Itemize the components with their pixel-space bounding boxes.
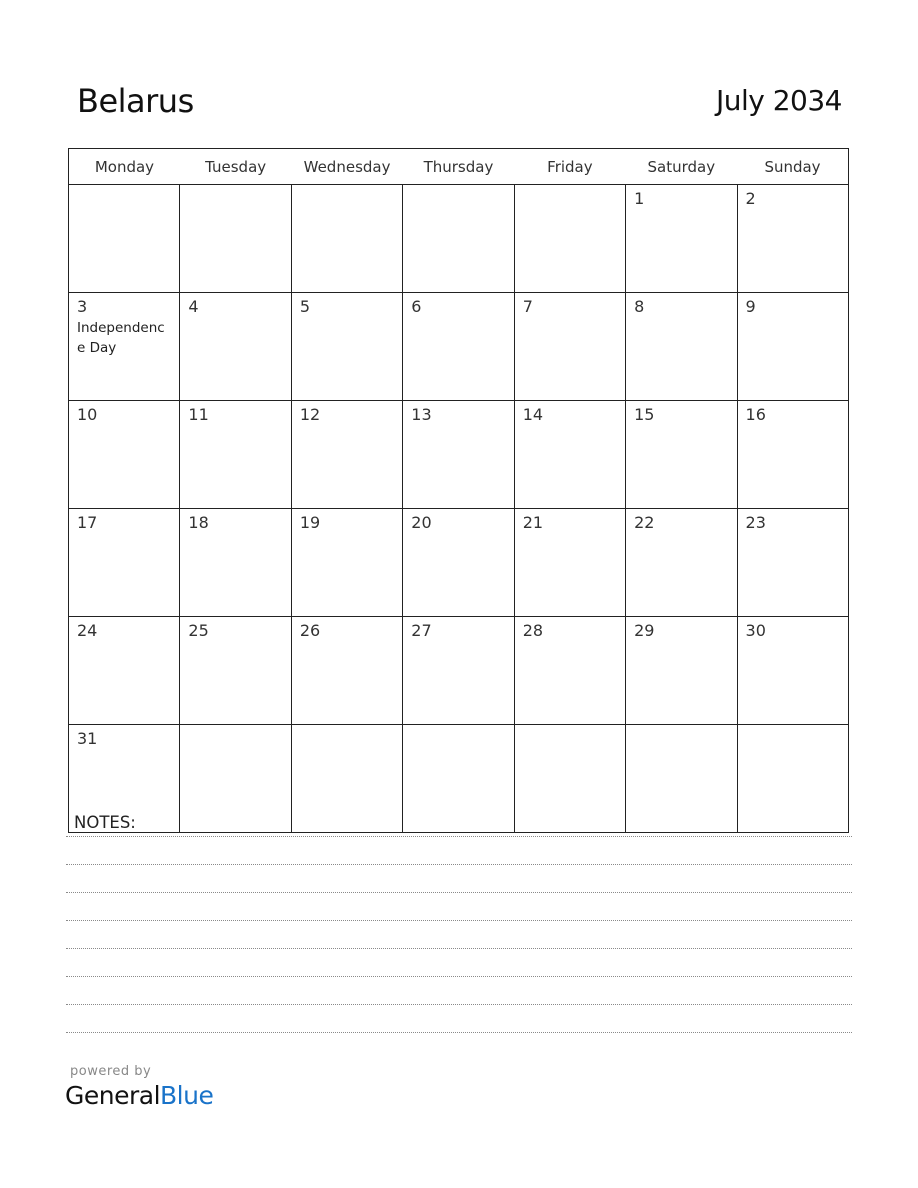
day-cell <box>514 725 625 833</box>
day-cell <box>69 401 180 509</box>
day-number: 12 <box>299 405 321 424</box>
day-number: 21 <box>522 513 544 532</box>
week-row <box>69 293 849 401</box>
brand-blue: Blue <box>160 1081 214 1110</box>
day-cell <box>626 293 737 401</box>
day-number: 15 <box>634 405 655 424</box>
day-number: 20 <box>411 513 432 532</box>
day-cell <box>69 293 180 401</box>
day-number: 24 <box>77 621 98 640</box>
note-line[interactable] <box>66 948 852 949</box>
week-row <box>69 185 849 293</box>
note-line[interactable] <box>66 1004 852 1005</box>
day-cell <box>180 509 291 617</box>
day-number: 1 <box>634 189 645 208</box>
week-row <box>69 509 849 617</box>
day-number: 2 <box>745 189 756 208</box>
weekday-header: Wednesday <box>291 149 402 185</box>
day-cell <box>514 401 625 509</box>
day-cell <box>291 401 402 509</box>
day-number: 8 <box>634 297 645 316</box>
day-number: 11 <box>188 405 209 424</box>
generalblue-logo <box>65 1081 213 1110</box>
weekday-header: Friday <box>514 149 625 185</box>
day-number: 9 <box>745 297 756 316</box>
day-number: 17 <box>77 513 98 532</box>
day-cell <box>403 725 514 833</box>
day-cell <box>69 617 180 725</box>
calendar-grid <box>68 148 849 833</box>
day-cell <box>514 617 625 725</box>
country-title: Belarus <box>77 82 194 120</box>
day-cell <box>626 401 737 509</box>
brand-general: General <box>65 1081 161 1110</box>
day-cell <box>737 185 848 293</box>
holiday-label: Independence Day <box>77 320 165 356</box>
day-cell <box>626 725 737 833</box>
day-cell <box>403 509 514 617</box>
day-number: 7 <box>522 297 533 316</box>
day-number: 5 <box>299 297 311 316</box>
day-cell <box>291 509 402 617</box>
day-cell <box>180 293 291 401</box>
week-row <box>69 725 849 833</box>
day-number: 3 <box>77 297 88 316</box>
day-cell <box>403 401 514 509</box>
day-number: 10 <box>77 405 98 424</box>
day-cell <box>291 293 402 401</box>
day-number: 25 <box>188 621 209 640</box>
month-year-title: July 2034 <box>715 84 842 117</box>
day-number: 31 <box>77 729 98 748</box>
weekday-header: Thursday <box>403 149 514 185</box>
day-number: 30 <box>745 621 766 640</box>
note-line[interactable] <box>66 892 852 893</box>
note-line[interactable] <box>66 920 852 921</box>
day-cell <box>626 617 737 725</box>
day-number: 6 <box>411 297 422 316</box>
day-number: 18 <box>188 513 209 532</box>
day-cell <box>737 401 848 509</box>
day-cell <box>291 185 402 293</box>
day-number: 16 <box>745 405 766 424</box>
day-number: 26 <box>299 621 321 640</box>
day-cell <box>291 725 402 833</box>
day-cell <box>180 725 291 833</box>
day-cell <box>737 509 848 617</box>
day-cell <box>626 509 737 617</box>
note-line[interactable] <box>66 836 852 837</box>
day-number: 29 <box>634 621 655 640</box>
day-cell <box>403 293 514 401</box>
week-row <box>69 401 849 509</box>
day-cell <box>737 617 848 725</box>
note-line[interactable] <box>66 976 852 977</box>
day-cell <box>180 617 291 725</box>
day-number: 23 <box>745 513 766 532</box>
day-number: 27 <box>411 621 432 640</box>
day-cell <box>291 617 402 725</box>
day-cell <box>737 293 848 401</box>
day-cell <box>403 617 514 725</box>
week-row <box>69 617 849 725</box>
day-cell <box>514 293 625 401</box>
weekday-header: Tuesday <box>180 149 291 185</box>
note-line[interactable] <box>66 1032 852 1033</box>
day-number: 4 <box>188 297 199 316</box>
day-number: 19 <box>299 513 321 532</box>
weekday-header: Saturday <box>626 149 737 185</box>
day-cell <box>180 401 291 509</box>
day-cell <box>514 509 625 617</box>
day-cell <box>626 185 737 293</box>
weekday-header-row <box>69 149 849 185</box>
note-line[interactable] <box>66 864 852 865</box>
day-number: 13 <box>411 405 432 424</box>
day-cell <box>180 185 291 293</box>
day-number: 22 <box>634 513 655 532</box>
day-cell <box>514 185 625 293</box>
day-cell <box>403 185 514 293</box>
powered-by-text: powered by <box>70 1064 152 1079</box>
day-cell <box>737 725 848 833</box>
weekday-header: Sunday <box>737 149 848 185</box>
day-cell <box>69 185 180 293</box>
weekday-header: Monday <box>69 149 180 185</box>
day-number: 14 <box>522 405 544 424</box>
day-cell <box>69 509 180 617</box>
day-number: 28 <box>522 621 544 640</box>
notes-label: NOTES: <box>74 813 136 832</box>
